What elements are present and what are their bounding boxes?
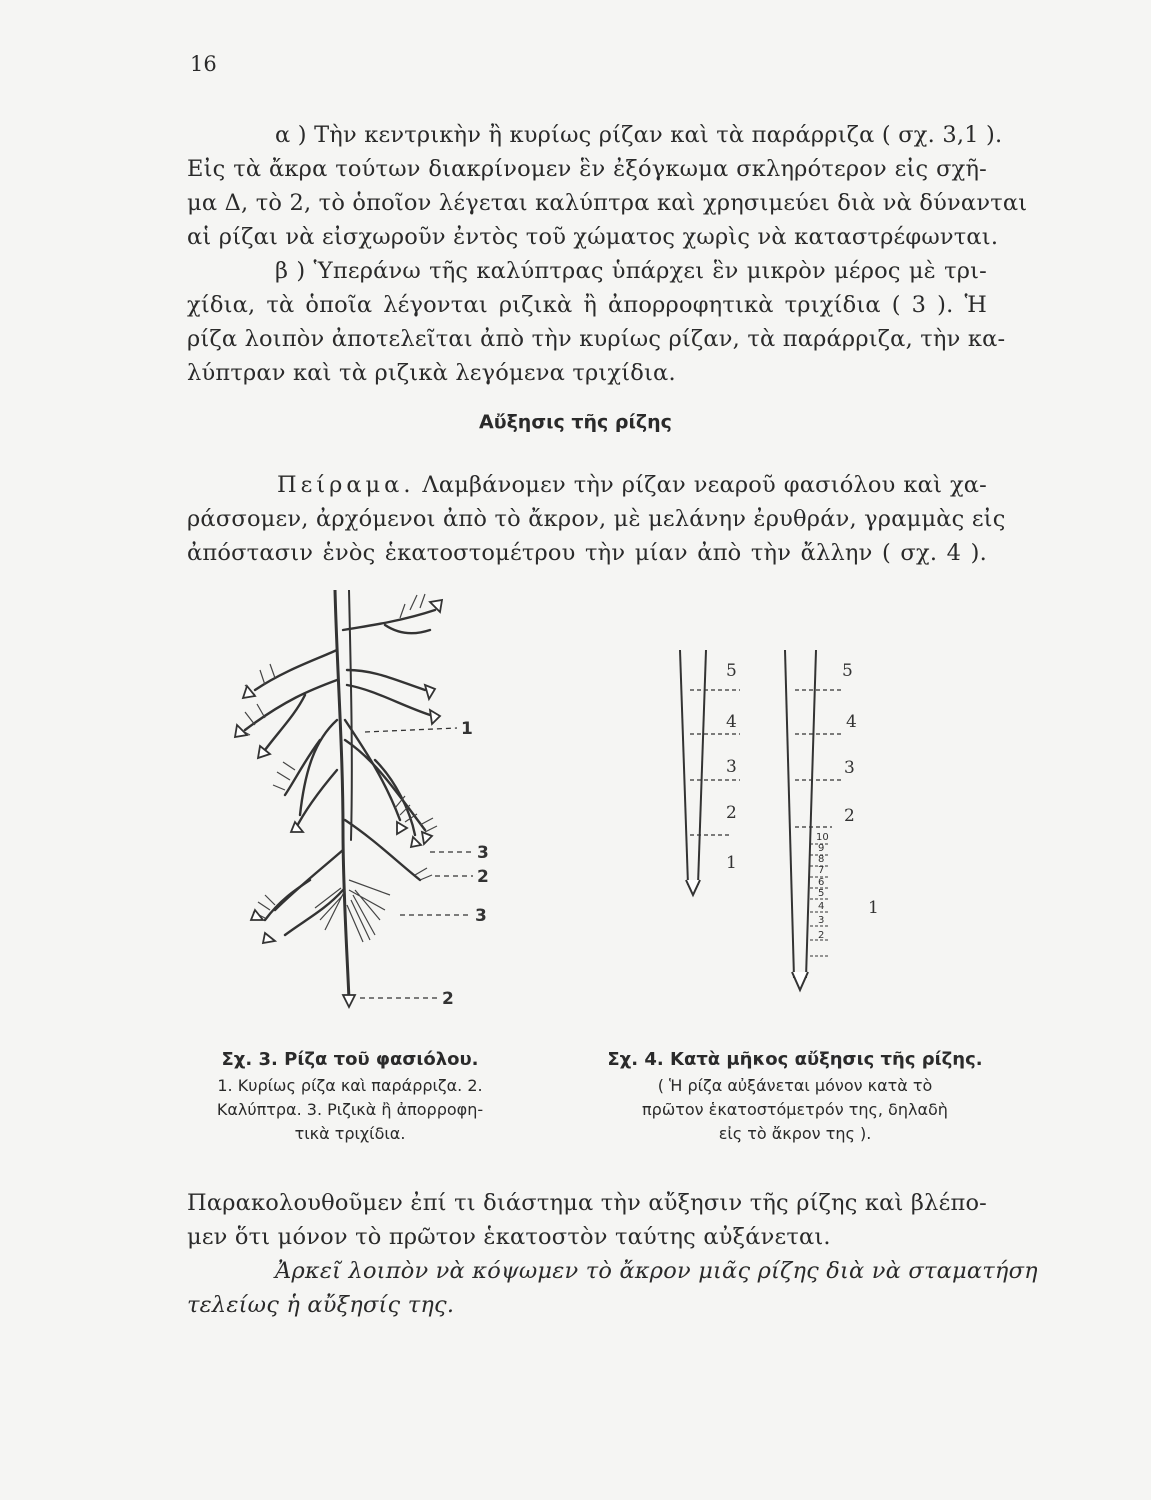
paragraph-a-b	[187, 118, 1028, 390]
text-line: χίδια, τὰ ὁποῖα λέγονται ριζικὰ ἢ ἀπορροφητικὰ τριχίδια ( 3 ). Ἡ	[187, 292, 987, 318]
fig4-right-mark: 3	[844, 758, 855, 778]
experiment-line: Λαμβάνομεν τὴν ρίζαν νεαροῦ φασιόλου καὶ χα-	[422, 472, 987, 498]
fig4-left-mark: 5	[726, 661, 737, 681]
fig4-small-mark: 7	[818, 865, 825, 876]
text-line: μεν ὅτι μόνον τὸ πρῶτον ἑκατοστὸν ταύτης αὐξάνεται.	[187, 1224, 831, 1250]
fig3-label-3b: 3	[475, 906, 487, 926]
fig4-left-mark: 1	[726, 853, 737, 873]
fig4-caption-line: εἰς τὸ ἄκρον της ).	[718, 1124, 872, 1143]
section-heading: Αὔξησις τῆς ρίζης	[479, 411, 672, 433]
fig4-right-mark: 5	[842, 661, 853, 681]
figure-4-growth-drawing	[670, 640, 880, 1005]
fig4-small-mark: 8	[818, 854, 825, 865]
fig4-caption-line: ( Ἡ ρίζα αὐξάνεται μόνον κατὰ τὸ	[657, 1076, 933, 1095]
figure-3-root-drawing	[225, 590, 515, 1020]
closing-italic-line: τελείως ἡ αὔξησίς της.	[187, 1292, 455, 1318]
fig3-label-1: 1	[461, 719, 473, 739]
fig4-left-mark: 3	[726, 757, 737, 777]
page-number: 16	[190, 52, 217, 76]
experiment-label: Πείραμα.	[277, 472, 415, 498]
fig4-small-mark: 9	[818, 843, 825, 854]
fig4-small-mark: 5	[818, 888, 825, 899]
text-line: α ) Τὴν κεντρικὴν ἢ κυρίως ρίζαν καὶ τὰ παράρριζα ( σχ. 3,1 ).	[275, 122, 1003, 148]
text-line: αἱ ρίζαι νὰ εἰσχωροῦν ἐντὸς τοῦ χώματος χωρὶς νὰ καταστρέφωνται.	[187, 224, 999, 250]
closing-paragraph	[187, 1186, 1038, 1322]
text-line	[187, 1254, 1038, 1288]
fig3-caption-title: Σχ. 3. Ρίζα τοῦ φασιόλου.	[221, 1049, 479, 1070]
closing-italic-line: Ἀρκεῖ λοιπὸν νὰ κόψωμεν τὸ ἄκρον μιᾶς ρίζης διὰ νὰ σταματήση	[275, 1258, 1038, 1284]
fig4-caption-title: Σχ. 4. Κατὰ μῆκος αὔξησις τῆς ρίζης.	[607, 1049, 983, 1070]
fig3-caption-line: 1. Κυρίως ρίζα καὶ παράρριζα. 2.	[217, 1076, 483, 1095]
fig4-small-mark: 3	[818, 915, 825, 926]
fig3-caption-line: Καλύπτρα. 3. Ριζικὰ ἢ ἀπορροφη-	[216, 1100, 484, 1119]
text-line: μα Δ, τὸ 2, τὸ ὁποῖον λέγεται καλύπτρα καὶ χρησιμεύει διὰ νὰ δύνανται	[187, 190, 1028, 216]
text-line	[187, 468, 987, 502]
fig4-small-mark: 10	[816, 832, 829, 843]
fig4-caption-line: πρῶτον ἑκατοστόμετρόν της, δηλαδὴ	[642, 1100, 948, 1119]
fig4-left-mark: 4	[726, 712, 737, 732]
fig4-right-mark: 2	[844, 806, 855, 826]
text-line: Παρακολουθοῦμεν ἐπί τι διάστημα τὴν αὔξησιν τῆς ρίζης καὶ βλέπο-	[187, 1190, 987, 1216]
figure-3-caption	[175, 1048, 525, 1146]
fig3-label-3a: 3	[477, 843, 489, 863]
fig4-small-mark: 2	[818, 930, 825, 941]
text-line: ἀπόστασιν ἑνὸς ἑκατοστομέτρου τὴν μίαν ἀπὸ τὴν ἄλλην ( σχ. 4 ).	[187, 540, 987, 566]
text-line: Εἰς τὰ ἄκρα τούτων διακρίνομεν ἓν ἐξόγκωμα σκληρότερον εἰς σχῆ-	[187, 156, 987, 182]
experiment-paragraph	[187, 468, 1006, 570]
fig4-left-mark: 2	[726, 803, 737, 823]
text-line: β ) Ὑπεράνω τῆς καλύπτρας ὑπάρχει ἓν μικρὸν μέρος μὲ τρι-	[275, 258, 987, 284]
fig4-small-mark: 6	[818, 877, 825, 888]
figure-4-caption	[590, 1048, 1000, 1146]
fig4-small-mark: 4	[818, 901, 825, 912]
text-line	[187, 1288, 987, 1322]
fig3-caption-line: τικὰ τριχίδια.	[294, 1124, 406, 1143]
text-line: λύπτραν καὶ τὰ ριζικὰ λεγόμενα τριχίδια.	[187, 360, 676, 386]
text-line: ρίζα λοιπὸν ἀποτελεῖται ἀπὸ τὴν κυρίως ρίζαν, τὰ παράρριζα, τὴν κα-	[187, 326, 1006, 352]
fig4-right-mark: 4	[846, 712, 857, 732]
fig3-label-2a: 2	[477, 867, 489, 887]
text-line: ράσσομεν, ἀρχόμενοι ἀπὸ τὸ ἄκρον, μὲ μελάνην ἐρυθράν, γραμμὰς εἰς	[187, 506, 1006, 532]
fig3-label-2b: 2	[442, 989, 454, 1009]
fig4-right-mark: 1	[868, 898, 879, 918]
